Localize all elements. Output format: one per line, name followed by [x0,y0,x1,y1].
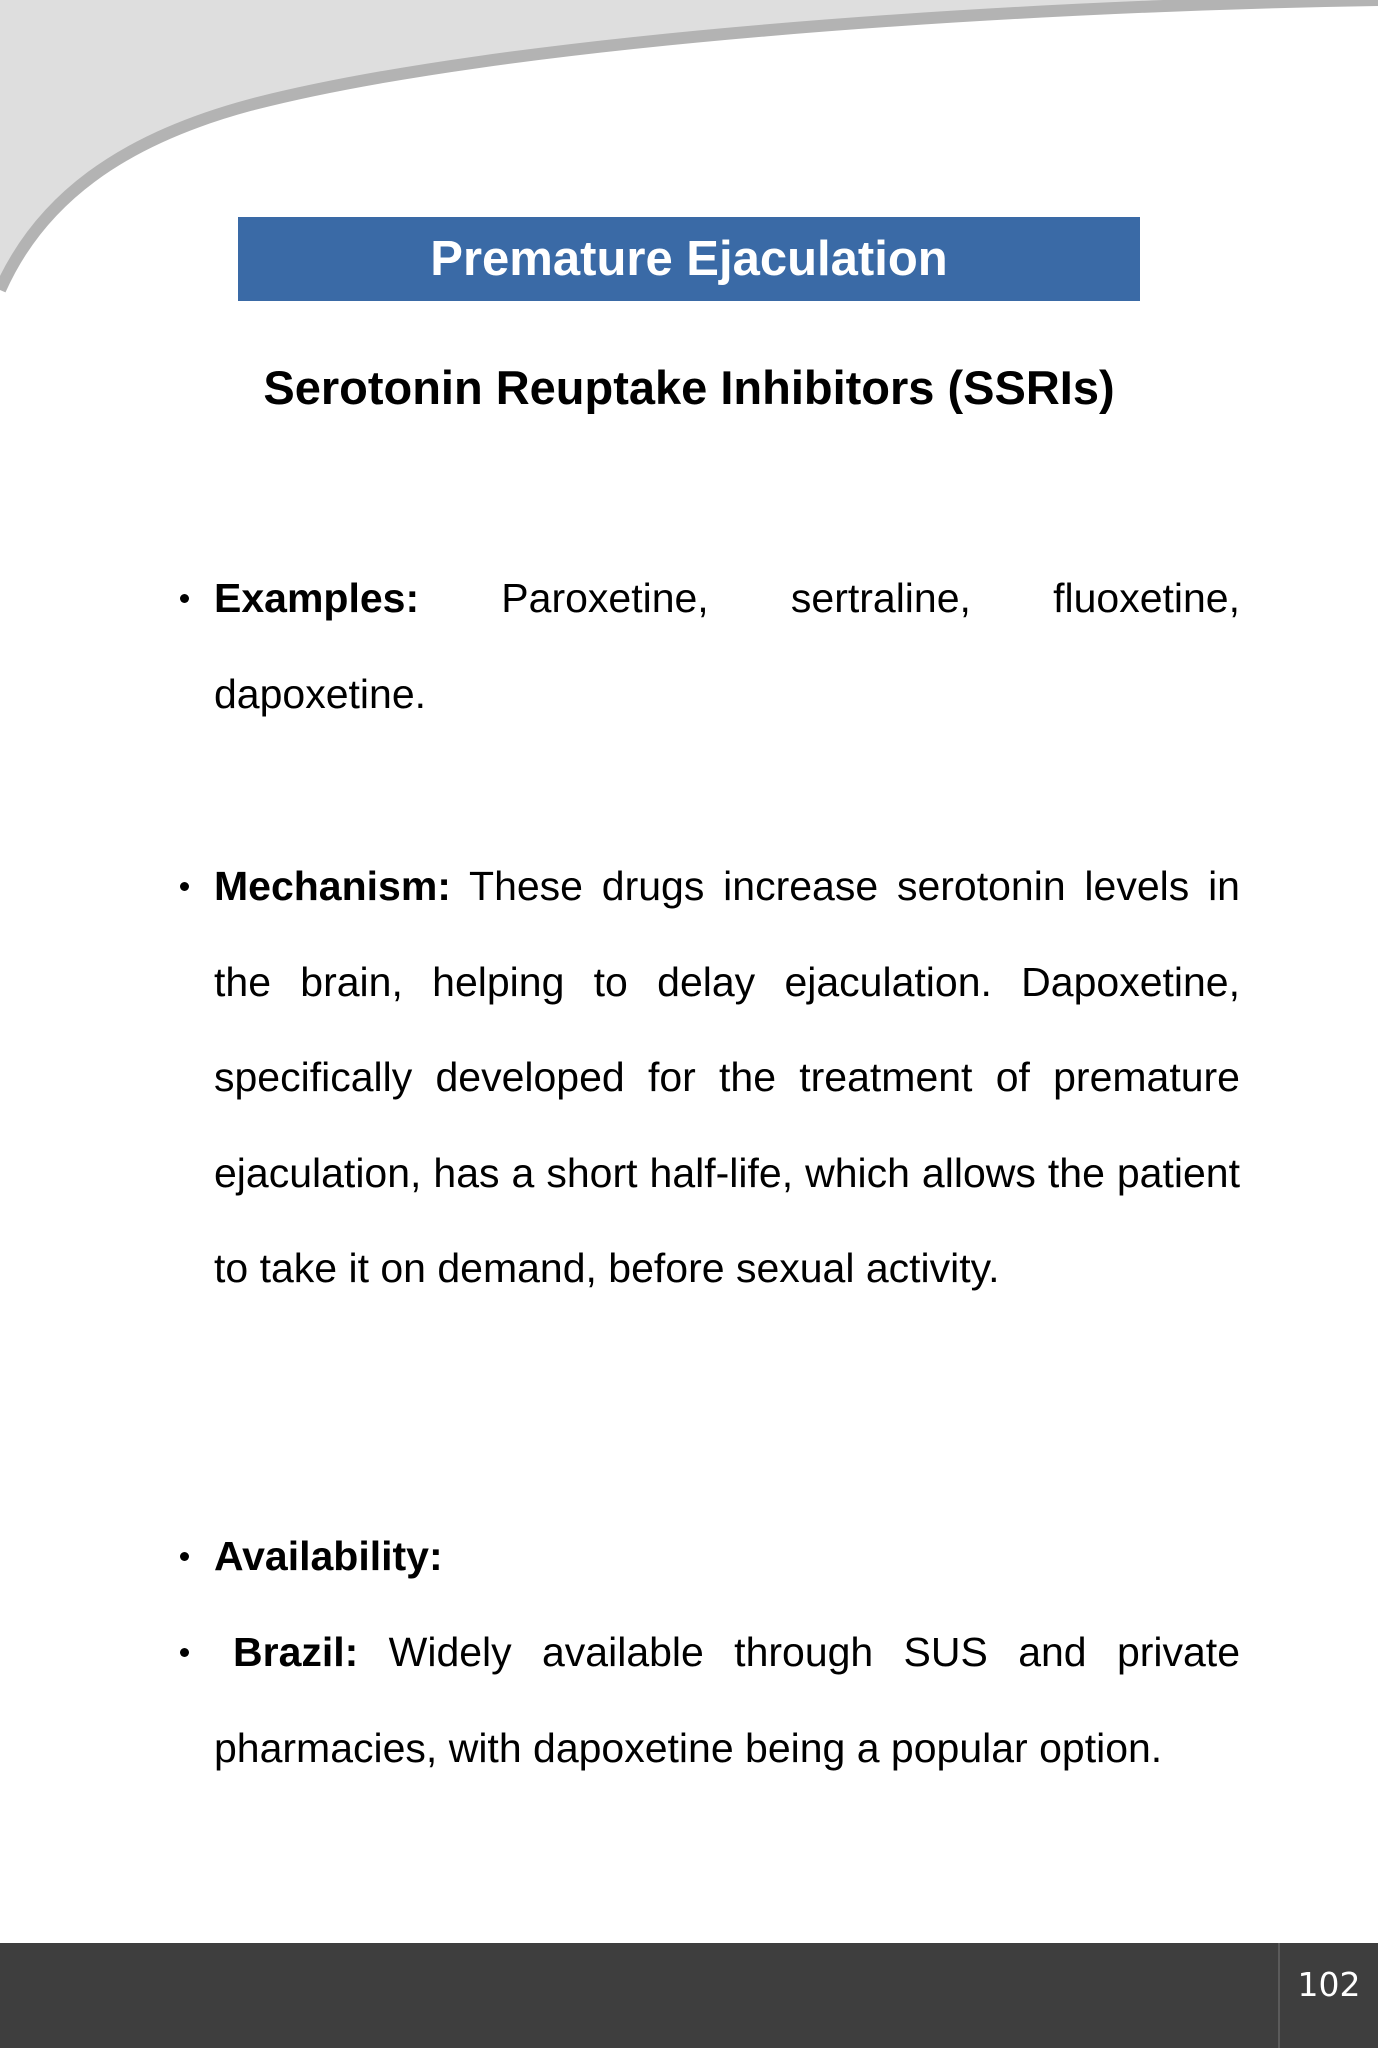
mechanism-bullet [214,839,1240,1317]
mechanism-label: Mechanism: [214,863,451,909]
page-number: 102 [1278,1943,1378,2048]
brazil-text: Widely available through SUS and private pharmacies, with dapoxetine being a popular option. [214,1629,1240,1771]
mechanism-text: These drugs increase serotonin levels in the brain, helping to delay ejaculation. Dapoxetine, specifically developed for the treatment of premature ejaculation, has a short half-life, which allows the patient to take it on demand, before sexual activity. [214,863,1240,1291]
examples-label: Examples: [214,575,420,621]
availability-bullet [214,1509,1240,1605]
page-footer [0,1943,1378,2048]
examples-text: Paroxetine, sertraline, fluoxetine, dapoxetine. [214,575,1240,717]
examples-bullet [214,551,1240,742]
brazil-label: Brazil: [233,1629,359,1675]
section-subtitle: Serotonin Reuptake Inhibitors (SSRIs) [263,361,1115,414]
page-title-banner: Premature Ejaculation [238,217,1140,301]
availability-label: Availability: [214,1533,443,1579]
brazil-bullet [214,1605,1240,1796]
